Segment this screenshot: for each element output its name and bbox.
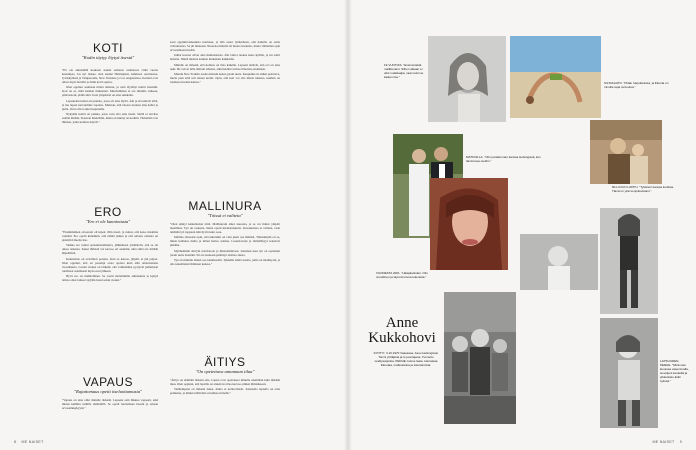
- profile-bio: SYNTYI: 3.10.1970 Vaasassa. Asuu Helsingissä. Toimii yrittäjänä ja tv-juontajana. Tunnettu realitysarjoista. PERHE: kolme lasta. Harrastaa liikuntaa, matkustelua ja sisustamista.: [373, 351, 439, 367]
- paragraph: Työ on minulle tärkeä osa identiteettiä. Tykkään tehdä asioita, joilla on merkitystä, ja olla tekemisissä ihmisten kanssa.": [170, 257, 280, 266]
- paragraph: Minulle on tärkeää, että kodissa on tilaa kaikille. Lapseni tietävät, että ovi on aina auki. He voivat tulla milloin tahansa, eikä heidän tarvitse ilmoittaa etukäteen.: [170, 62, 280, 71]
- section-subtitle-vapaus: "Rajattomuus opetti itseluottamusta": [74, 389, 142, 394]
- photo-toddler-bw: [520, 234, 598, 290]
- section-title-aitiys: ÄITIYS: [204, 355, 246, 369]
- photo-backbend-beach: [510, 36, 601, 118]
- caption-lapsuudenperhe: LAPSUUDEN-PERHE. "Minä olen kuvassa vasemmalla, isoveljeni keskellä ja pikkusisko äidin sylissä.": [660, 359, 689, 383]
- body-column-koti: [62, 68, 158, 202]
- section-subtitle-ero: "Ero ei ole kunniotusta": [85, 219, 131, 224]
- caption-vuodesta-2001: VUODESTA 2001. "Hääpäivänäni. Olin onnellinen ja täynnä toivoa tulevasta.": [376, 271, 428, 279]
- paragraph: seen oppimisvaikeuksia koulussa, ja hän sanoi tyttärelleen, että kaikilla on omat vahvuutensa. Se jäi mieleeni. Nuorena minulla oli huono itsetunto, mutta vähitellen opin arvostamaan itseäni.: [170, 40, 280, 53]
- paragraph: Myöhemmin siirryin televisioon ja liiketoimintaan. Jokainen uusi työ on opettanut jotain uutta itsestäni. En ole koskaan pelännyt aloittaa alusta.: [170, 248, 280, 257]
- photo-closeup-2001: [430, 178, 508, 270]
- photo-child-bw: [600, 318, 658, 428]
- paragraph: Juhlat kotona olivat aina ikimuistoisia. Äiti laittoi ruokaa koko kylälle, ja isä soitti haitaria. Nämä muistot kannan mukanani kaikkialle.: [170, 53, 280, 62]
- section-heading-mallinura: [170, 200, 280, 219]
- body-column-mallinura: [170, 222, 280, 352]
- page-number-right: 9: [679, 440, 682, 444]
- paragraph: "En ole aikuisiällä koskaan asunut samassa asunnossa viittä vuotta kauempaa. Jos nyt laskee, olen asunut Helsingissä, kahdessa osoitteessa, Jyväskylässä ja Tampereella, New Yorkissa ja Los Angelesissa. Kotiani ovat olleet myös hotellit ja äitini koti Lapissa.: [62, 68, 158, 85]
- photo-portrait-19: [428, 36, 506, 122]
- paragraph: Nykyään kotini on paikka, jossa voin olla oma itseni. Siellä ei tarvitse esittää mitään. Sisustan mielelläni, mutta en kiinny tavaroihin. Tärkeintä ovat ihmiset, jotka kodissa käyvät.": [62, 112, 158, 125]
- section-title-vapaus: VAPAUS: [83, 375, 133, 389]
- page-gutter: [344, 0, 352, 450]
- section-title-koti: KOTI: [92, 41, 123, 55]
- paragraph: "Ensimmäinen avioeroni oli kipeä. Olin nuori, ja tuntui, että koko maailma romahti. Ero opetti kuitenkin, että elämä jatkuu ja että omasta onnesta on pidettävä huolta itse.: [62, 230, 158, 243]
- section-heading-ero: [55, 206, 161, 225]
- photo-lapsuudenperhe: [600, 208, 658, 314]
- caption-matkoilla: MATKOILLA. "Olin pariskunnan kanssa Helsingissä, kun tämä kuva otettiin.": [466, 155, 541, 163]
- folio-left: [14, 440, 44, 444]
- caption-siltakaato: SILTAKAATO. "Pidän harjoittelusta, ja liikunta on minulle tapa rentoutua.": [604, 81, 669, 89]
- profile-last-name: Kukkohovi: [368, 330, 436, 346]
- section-heading-vapaus: [55, 376, 161, 395]
- magazine-name-left: ME NAISET: [21, 440, 44, 444]
- body-column-koti-cont: [170, 40, 280, 160]
- body-column-aitiys: [170, 378, 280, 430]
- section-subtitle-koti: "Kodin täytyy löytyä itsestä": [81, 55, 135, 60]
- section-subtitle-mallinura: "Töissä ei valiteta": [207, 213, 243, 218]
- folio-right: [652, 440, 682, 444]
- section-subtitle-aitiys: "On opetettava antamaan tilaa": [195, 369, 255, 374]
- photo-family-bw: [444, 292, 516, 424]
- section-title-ero: ERO: [94, 205, 122, 219]
- paragraph: Vaikka ero tuntui epäonnistumiselta, jälkikäteen ymmärrän, että se oli oikea ratkaisu. Kaksi ihmistä voi kasvaa eri suuntiin, eikä siinä ole mitään häpeällistä.: [62, 243, 158, 256]
- photo-90s-sepia: [590, 120, 662, 184]
- body-column-ero: [62, 230, 158, 370]
- page-number-left: 8: [14, 440, 17, 444]
- paragraph: Olen oppinut asumaan missä tahansa, ja olen löytänyt kotini itsestäni. Koti on se, mitä kannan mukanani. Muuttaminen ei ole minulle vaikeaa, päinvastoin, pidän siitä. Uusi ympäristö on aina seikkailu.: [62, 85, 158, 98]
- paragraph: "Vapaus on aina ollut minulle tärkeää. Lapsena sain liikkua vapaasti, eikä minua kahlittu turhilla säännöillä. Se opetti luottamaan itseeni ja omaan arvostelukykyyni.": [62, 398, 158, 411]
- paragraph: "Äitiys on elämäni tärkein asia. Lapset ovat opettaneet minulle enemmän kuin mikään muu. Olen oppinut, että lapsille on annettava tilaa kasvaa omiksi ihmisikseen.: [170, 378, 280, 387]
- paragraph: Lapsuuden kotini oli puutalo, jossa oli aina täyttä. Äiti ja isä tekivät töitä, ja me lapset kasvoimme vapaina. Muistan, että talossa tuoksui aina kahvi ja pulla. Ovet olivat auki naapureille.: [62, 98, 158, 111]
- paragraph: Vanhempana on tärkeää tukea, mutta ei kontrolloida. Jokaisella lapsella on oma polkunsa, ja minun tehtäväni on kulkea rinnalla.": [170, 387, 280, 396]
- caption-19-vuotias: 19-VUOTIAS. "Ensimmäisiä mallikuviani. Siihen aikaan ei ollut meikkaajia, vaan teimme kaiken itse.": [384, 63, 424, 79]
- body-column-vapaus: [62, 398, 158, 430]
- profile-first-name: Anne: [385, 315, 419, 331]
- section-heading-aitiys: [170, 356, 280, 375]
- paragraph: Mallina ollessani opin, että ulkonäkö on vain pieni osa ihmistä. Tärkeämpää on se, miten kohtelee muita ja miten hoitaa asiansa. Luotettavuus ja täsmällisyys kantavat pitkälle.: [170, 235, 280, 248]
- paragraph: Hyvä ero on mahdollinen. Se vaatii molemmilta aikuisuutta ja kykyä laittaa omat tunteet syrjään lasten edun vuoksi.": [62, 274, 158, 283]
- section-title-mallinura: MALLINURA: [188, 199, 262, 213]
- profile-name: [364, 316, 440, 346]
- paragraph: Kunnioitus on avioliiton perusta. Kun se katoaa, jäljelle ei jää paljon. Olen oppinut, että on parempi erota ajoissa kuin elää onnettomana vuosikausia. Lasten vuoksi on tärkeää, että vanhemmat pystyvät puhumaan toisilleen asiallisesti myös eron jälkeen.: [62, 256, 158, 273]
- paragraph: "Olen tehnyt kaikenlaisia töitä. Mallinurani alkoi nuorena, ja se vei minut ympäri maailmaa. Työ oli raskasta, mutta opetti kurinalaisuutta. Kuvauksissa ei valiteta, vaan tehdään työ loppuun niin hyvin kuin osaa.: [170, 222, 280, 235]
- section-heading-koti: [55, 42, 161, 61]
- paragraph: Muutin New Yorkiin, koska halusin kokea jotain uutta. Kaupunki oli aluksi pelottava, mutta pian siitä tuli toinen kotini. Opin, että koti voi olla missä tahansa, kunhan on rauhassa itsensä kanssa.": [170, 71, 280, 84]
- caption-90-luvun-loppu: 90-LUVUN LOPPU. "Tyttäreni kanssa kodissa. Tämä on yksi lempikuvistani.": [612, 185, 674, 193]
- magazine-name-right: ME NAISET: [652, 440, 675, 444]
